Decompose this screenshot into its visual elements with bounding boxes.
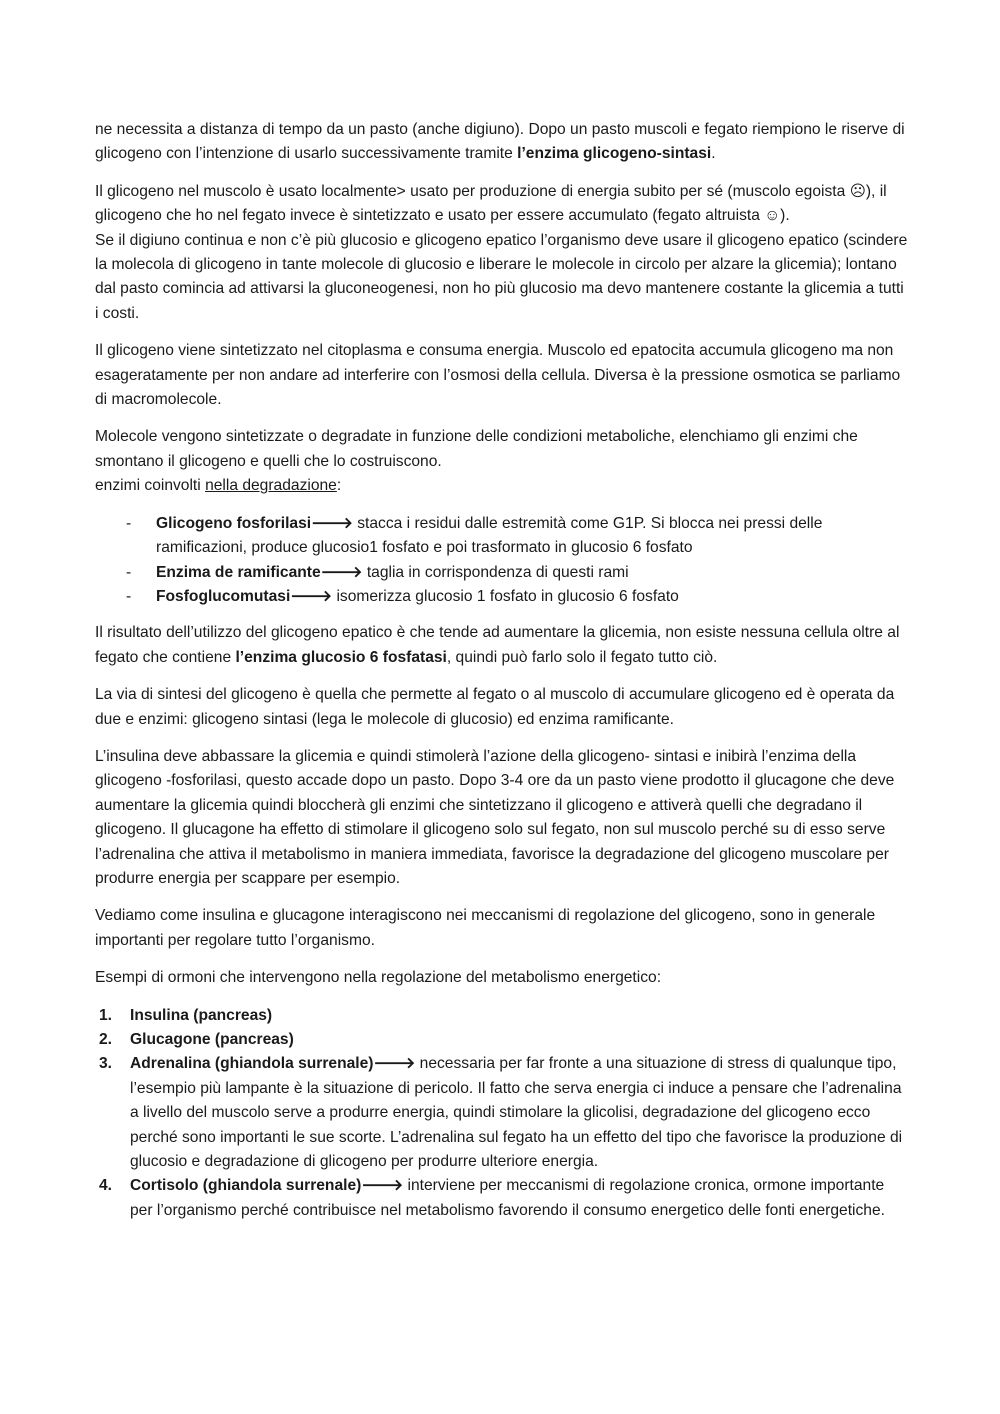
list-item	[95, 1004, 910, 1028]
document-page	[95, 118, 910, 1223]
list-item	[95, 512, 910, 561]
paragraph-glycemia-result	[95, 621, 910, 670]
enzyme-name: Fosfoglucomutasi	[156, 587, 291, 605]
paragraph-glycogen-reserves	[95, 118, 910, 167]
underlined-term: nella degradazione	[205, 477, 337, 495]
arrow-right-icon: 🡒	[311, 514, 353, 532]
hormone-description: necessaria per far fronte a una situazione di stress di qualunque tipo, l’esempio più lampante è la situazione di pericolo. Il fatto che serva energia ci induce a pensare che l’adrenalina a livello del muscolo serve a produrre energia, quindi stimolare la glicolisi, degradazione del glicogeno ecco perché sono importanti le sue scorte. L’adrenalina sul fegato ha un effetto del tipo che favorisce la produzione di glucosio e degradazione di glicogeno per produrre ulteriore energia.	[130, 1055, 903, 1171]
list-item	[95, 585, 910, 609]
enzyme-name: Glicogeno fosforilasi	[156, 514, 312, 532]
hormone-name: Adrenalina (ghiandola surrenale)	[130, 1055, 374, 1073]
smile-face-icon: ☺	[764, 207, 781, 225]
paragraph-text: Il glicogeno nel muscolo è usato localmente> usato per produzione di energia subito per sé (muscolo egoista	[95, 182, 850, 200]
paragraph-enzymes-intro	[95, 425, 910, 498]
dash-marker: -	[126, 514, 132, 532]
paragraph-regulation: Vediamo come insulina e glucagone interagiscono nei meccanismi di regolazione del glicogeno, sono in generale importanti per regolare tutto l’organismo.	[95, 907, 876, 949]
list-number: 1.	[99, 1006, 113, 1024]
list-number: 3.	[99, 1055, 113, 1073]
arrow-right-icon: 🡒	[320, 563, 363, 581]
paragraph-text: :	[336, 477, 342, 495]
paragraph-text: ), il glicogeno che ho nel fegato invece è sintetizzato e usato per essere accumulato (fegato altruista	[95, 182, 887, 225]
list-item	[95, 1028, 910, 1052]
dash-marker: -	[126, 587, 132, 605]
enzyme-description: stacca i residui dalle estremità come G1P. Si blocca nei pressi delle ramificazioni, produce glucosio1 fosfato e poi trasformato in glucosio 6 fosfato	[156, 514, 823, 557]
paragraph-text: Molecole vengono sintetizzate o degradate in funzione delle condizioni metaboliche, elenchiamo gli enzimi che smontano il glicogeno e quelli che lo costruiscono.	[95, 428, 858, 470]
arrow-right-icon: 🡒	[361, 1177, 404, 1195]
enzyme-description: taglia in corrispondenza di questi rami	[362, 563, 629, 581]
hormone-list	[95, 1004, 910, 1224]
paragraph-text: .	[711, 145, 716, 163]
enzyme-list	[95, 512, 910, 610]
hormone-name: Glucagone (pancreas)	[130, 1031, 294, 1048]
paragraph-synthesis-pathway: La via di sintesi del glicogeno è quella che permette al fegato o al muscolo di accumulare glicogeno ed è operata da due e enzimi: glicogeno sintasi (lega le molecole di glucosio) ed enzima ramificante.	[95, 686, 895, 728]
paragraph-cytoplasm: Il glicogeno viene sintetizzato nel citoplasma e consuma energia. Muscolo ed epatocita accumula glicogeno ma non esageratamente per non andare ad interferire con l’osmosi della cellula. Diversa è la pressione osmotica se parliamo di macromolecole.	[95, 342, 901, 409]
hormone-description: interviene per meccanismi di regolazione cronica, ormone importante per l’organismo perché contribuisce nel metabolismo favorendo il consumo energetico delle fonti energetiche.	[130, 1177, 885, 1219]
paragraph-text: Se il digiuno continua e non c’è più glucosio e glicogeno epatico l’organismo deve usare il glicogeno epatico (scindere la molecola di glicogeno in tante molecole di glucosio e liberare le molecole in circolo per alzare la glicemia); lontano dal pasto comincia ad attivarsi la gluconeogenesi, non ho più glucosio ma devo mantenere costante la glicemia a tutti i costi.	[95, 231, 908, 322]
list-item	[95, 1052, 910, 1174]
list-item	[95, 561, 910, 585]
paragraph-hormones-intro: Esempi di ormoni che intervengono nella regolazione del metabolismo energetico:	[95, 969, 662, 987]
dash-marker: -	[126, 563, 132, 581]
paragraph-text: ne necessita a distanza di tempo da un pasto (anche digiuno). Dopo un pasto muscoli e fegato riempiono le riserve di glicogeno con l’intenzione di usarlo successivamente tramite	[95, 121, 905, 163]
paragraph-text: Il risultato dell’utilizzo del glicogeno epatico è che tende ad aumentare la glicemia, non esiste nessuna cellula oltre al fegato che contiene	[95, 624, 900, 666]
hormone-name: Cortisolo (ghiandola surrenale)	[130, 1177, 362, 1195]
enzyme-name: Enzima de ramificante	[156, 563, 321, 581]
bold-term: l’enzima glucosio 6 fosfatasi	[235, 648, 447, 666]
paragraph-muscle-liver	[95, 180, 910, 326]
list-number: 2.	[99, 1031, 113, 1048]
bold-term: l’enzima glicogeno-sintasi	[517, 145, 712, 163]
arrow-right-icon: 🡒	[373, 1055, 416, 1073]
hormone-name: Insulina (pancreas)	[130, 1006, 273, 1024]
list-item	[95, 1174, 910, 1223]
arrow-right-icon: 🡒	[290, 587, 333, 605]
paragraph-insulin-glucagon: L’insulina deve abbassare la glicemia e quindi stimolerà l’azione della glicogeno- sintasi e inibirà l’enzima della glicogeno -fosforilasi, questo accade dopo un pasto. Dopo 3-4 ore da un pasto viene prodotto il glucagone che deve aumentare la glicemia quindi bloccherà gli enzimi che sintetizzano il glicogeno e attiverà quelli che degradano il glicogeno. Il glucagone ha effetto di stimolare il glicogeno solo sul fegato, non sul muscolo perché su di esso serve l’adrenalina che attiva il metabolismo in maniera immediata, favorisce la degradazione del glicogeno muscolare per produrre energia per scappare per esempio.	[95, 747, 895, 887]
paragraph-text: ).	[780, 207, 790, 225]
paragraph-text: enzimi coinvolti	[95, 477, 206, 495]
list-number: 4.	[99, 1177, 113, 1195]
paragraph-text: , quindi può farlo solo il fegato tutto ciò.	[446, 648, 718, 666]
sad-face-icon: ☹	[849, 182, 866, 200]
enzyme-description: isomerizza glucosio 1 fosfato in glucosio 6 fosfato	[332, 587, 679, 605]
